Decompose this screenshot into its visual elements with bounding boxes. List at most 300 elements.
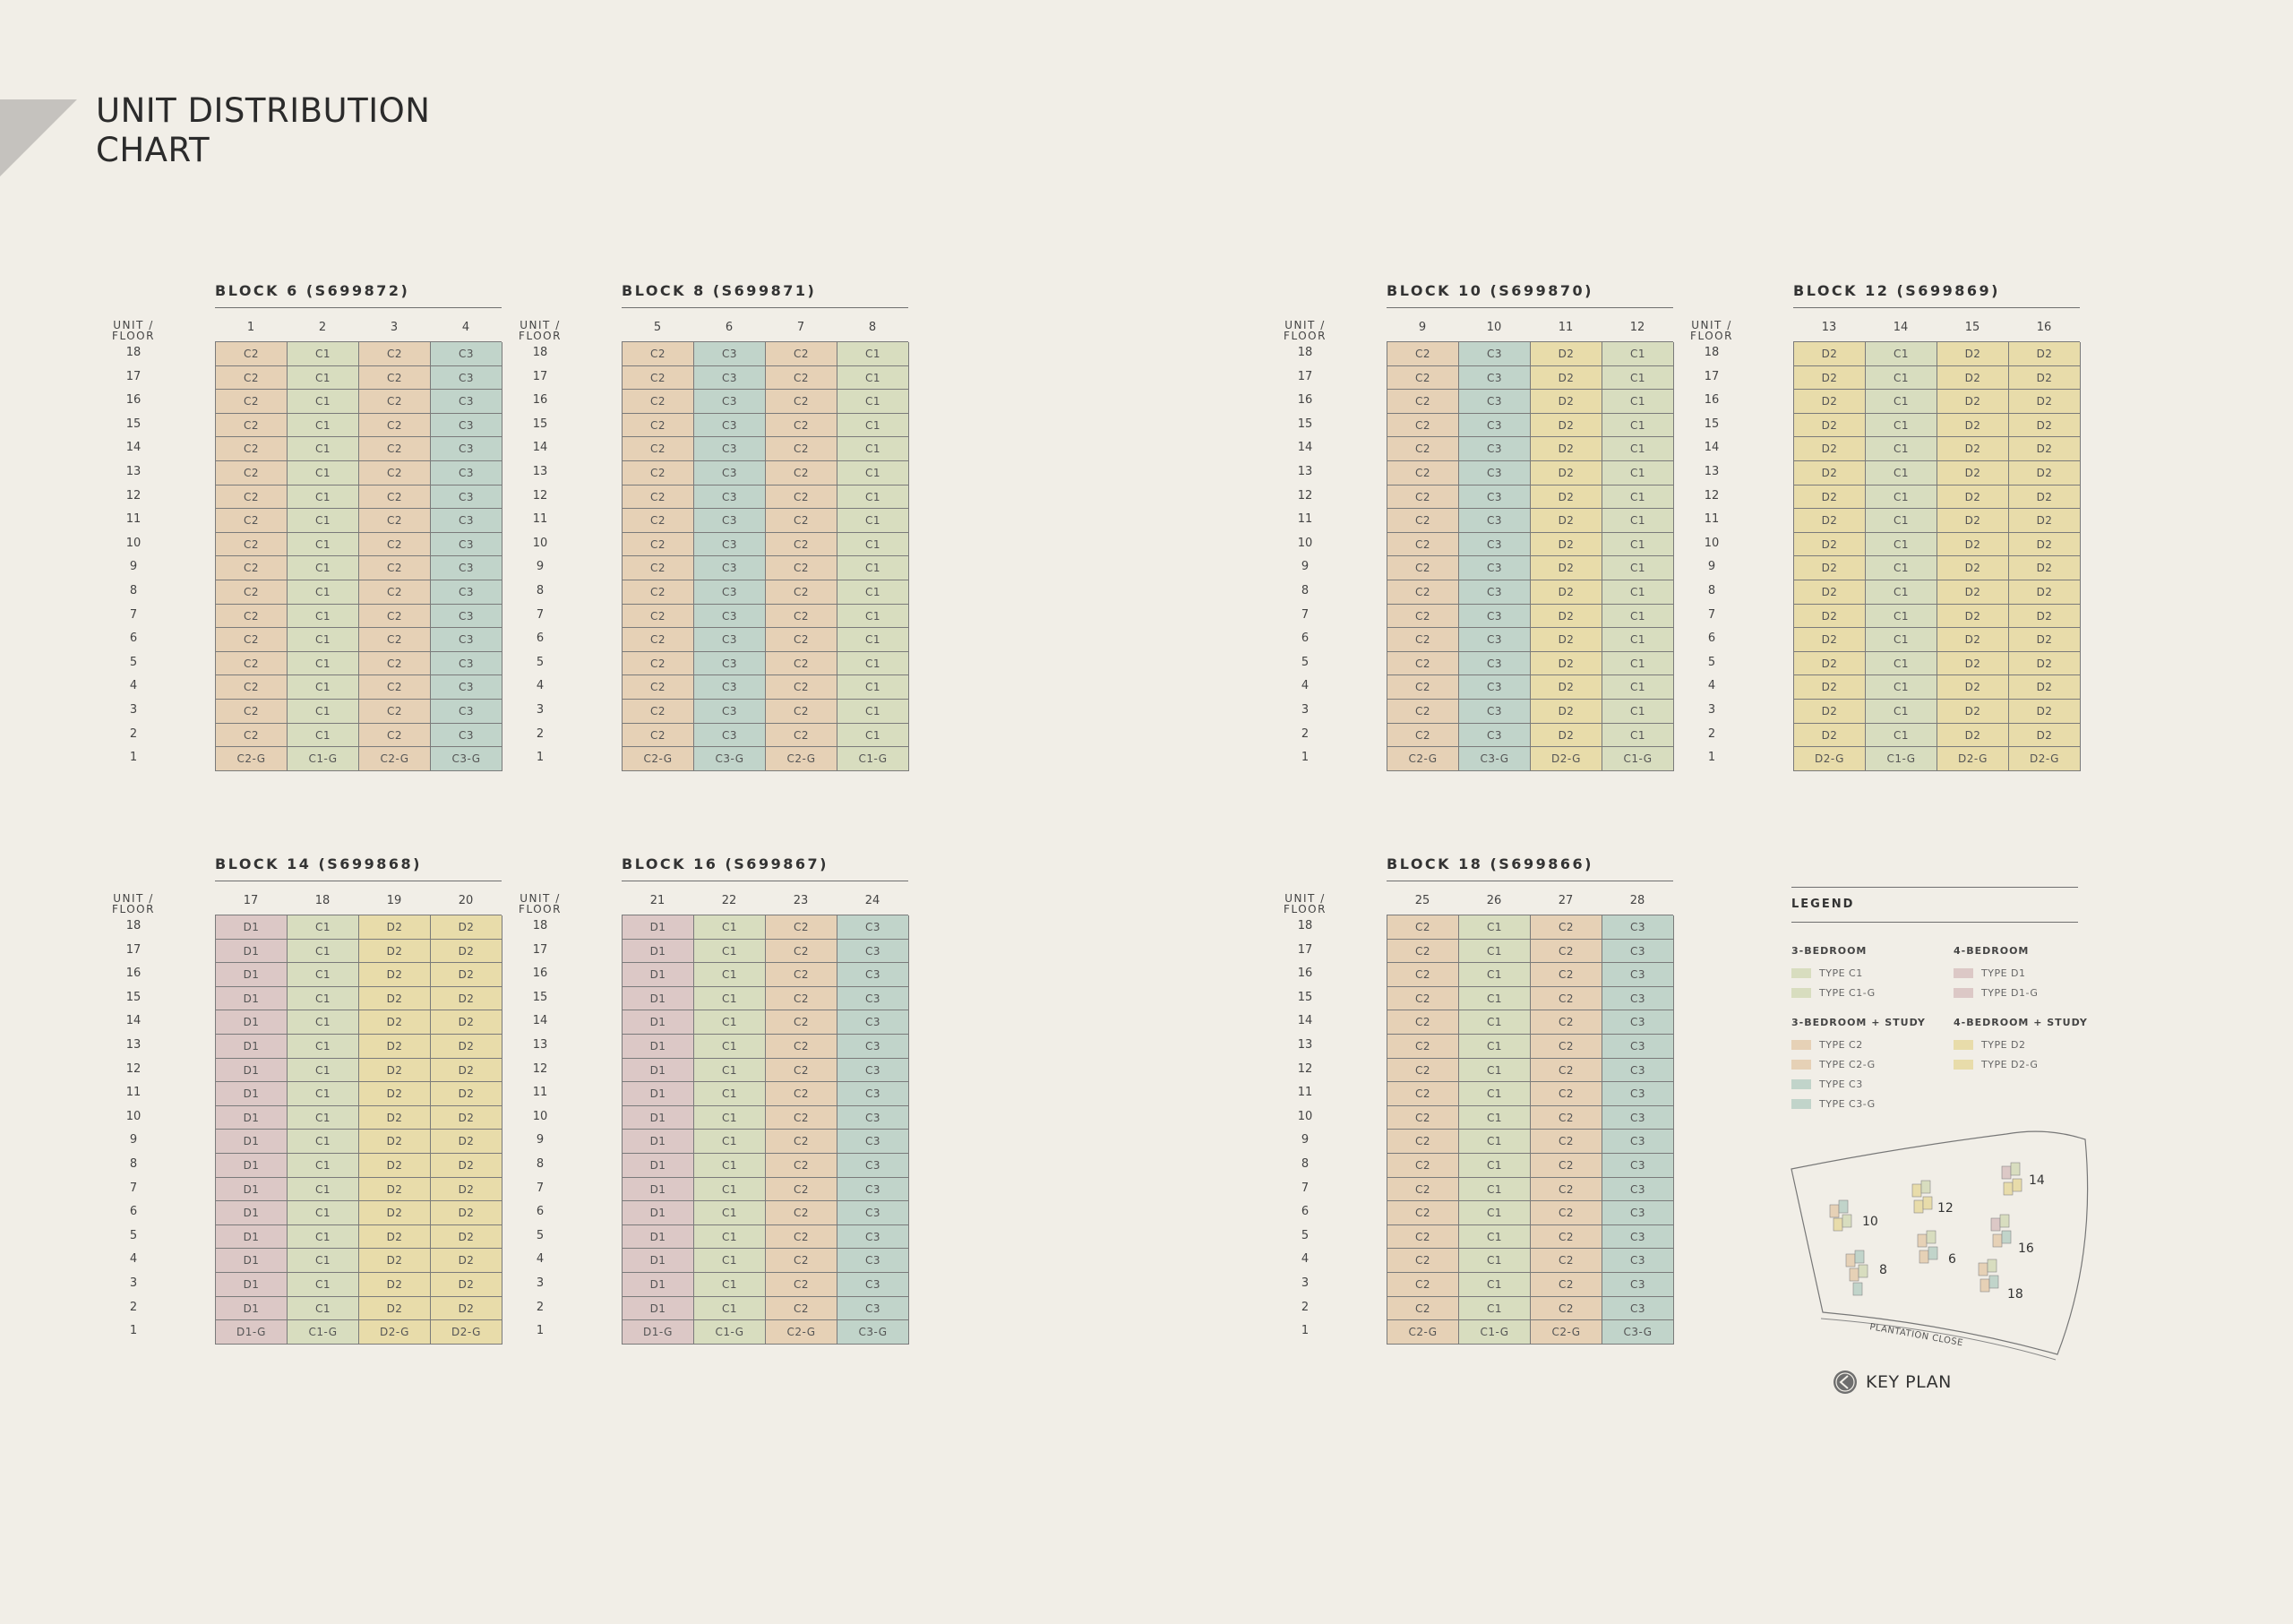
unit-cell: C1	[694, 1106, 766, 1130]
unit-cell: D1	[216, 963, 288, 987]
unit-cell: C1	[1602, 556, 1674, 580]
unit-cell: C2	[623, 580, 694, 605]
unit-cell: C3	[837, 940, 909, 964]
floor-number: 15	[125, 417, 142, 431]
unit-cell: C2	[216, 652, 288, 676]
unit-cell: C1	[288, 940, 359, 964]
legend-item-label: TYPE D2-G	[1981, 1058, 2039, 1070]
unit-cell: D2	[359, 1178, 431, 1202]
unit-number: 5	[653, 321, 662, 334]
unit-cell: C1	[837, 390, 909, 414]
floor-number: 8	[1707, 583, 1716, 597]
unit-cell: C1	[1459, 1249, 1531, 1273]
unit-cell: D2	[359, 1082, 431, 1106]
unit-cell: C3	[431, 700, 502, 724]
page-title	[96, 91, 430, 170]
floor-number: 4	[1301, 1252, 1310, 1267]
unit-cell: C3	[837, 1201, 909, 1225]
unit-cell: D2	[1794, 366, 1866, 391]
unit-cell: C2	[1387, 1035, 1459, 1059]
road-label: PLANTATION CLOSE	[1868, 1322, 1964, 1349]
unit-cell: C1-G	[837, 747, 909, 771]
unit-cell: D2	[1794, 485, 1866, 510]
unit-cell: D1	[623, 1082, 694, 1106]
unit-cell: D2	[431, 1010, 502, 1035]
unit-cell: C1	[1602, 366, 1674, 391]
unit-floor-header	[500, 893, 580, 915]
unit-cell: C2	[1531, 1010, 1602, 1035]
unit-cell: C2	[766, 1297, 837, 1321]
legend-group-title: 3-BEDROOM + STUDY	[1791, 1017, 1926, 1028]
floor-number: 6	[1301, 1205, 1310, 1219]
unit-cell: C1	[288, 1249, 359, 1273]
key-plan-block-12: 12	[1937, 1201, 1954, 1216]
unit-cell: D2	[1531, 461, 1602, 485]
unit-cell: C1	[694, 1010, 766, 1035]
floor-number: 8	[129, 1156, 138, 1171]
floor-number: 4	[536, 1252, 545, 1267]
unit-cell: C1	[1866, 461, 1937, 485]
key-plan-block-14: 14	[2029, 1173, 2045, 1188]
floor-number: 7	[129, 607, 138, 622]
unit-headers	[622, 321, 908, 334]
unit-cell: D1	[216, 1035, 288, 1059]
unit-number: 9	[1418, 321, 1427, 334]
key-plan-label	[1832, 1369, 1952, 1396]
floor-number: 13	[1704, 464, 1720, 478]
legend-item	[1954, 983, 2115, 1002]
legend-item	[1791, 1074, 1953, 1094]
unit-label: UNIT /	[113, 319, 154, 331]
floor-number: 16	[1704, 393, 1720, 408]
unit-number: 25	[1414, 894, 1430, 907]
unit-cell: D2	[359, 940, 431, 964]
unit-cell: C3	[431, 628, 502, 652]
floor-number: 6	[129, 632, 138, 646]
unit-cell: C2	[1387, 1154, 1459, 1178]
unit-cell: C2	[766, 1225, 837, 1250]
unit-cell: C2	[216, 605, 288, 629]
floor-number: 2	[536, 1300, 545, 1314]
unit-cell: D2	[431, 1059, 502, 1083]
unit-cell: C2	[623, 533, 694, 557]
floor-column	[93, 915, 174, 1344]
floor-number: 11	[125, 1086, 142, 1100]
unit-cell: D2	[359, 1059, 431, 1083]
unit-cell: C2	[359, 485, 431, 510]
floor-number: 17	[125, 942, 142, 957]
unit-cell: C3	[431, 652, 502, 676]
unit-cell: C3	[431, 533, 502, 557]
unit-cell: D2	[1531, 580, 1602, 605]
unit-cell: C2	[359, 461, 431, 485]
unit-cell: C1	[1866, 390, 1937, 414]
block-title-rule	[1793, 307, 2080, 308]
unit-cell: D2	[1531, 390, 1602, 414]
unit-cell: D2	[359, 1154, 431, 1178]
unit-cell: C2	[1531, 1178, 1602, 1202]
legend-item-label: TYPE C2-G	[1819, 1058, 1876, 1070]
legend-item-label: TYPE C3-G	[1819, 1097, 1876, 1110]
floor-number: 14	[125, 441, 142, 455]
unit-cell: D1	[623, 1273, 694, 1297]
unit-cell: D2	[1531, 724, 1602, 748]
unit-cell: C3	[694, 485, 766, 510]
unit-cell: C1	[1602, 580, 1674, 605]
floor-number: 9	[1301, 560, 1310, 574]
unit-cell: C1	[288, 1035, 359, 1059]
unit-cell: D2	[1794, 437, 1866, 461]
floor-number: 17	[532, 369, 548, 383]
legend-swatch	[1791, 968, 1811, 978]
unit-cell: C3-G	[1602, 1320, 1674, 1345]
unit-cell: C3	[837, 1154, 909, 1178]
unit-cell: D2-G	[1937, 747, 2009, 771]
floor-number: 16	[1297, 393, 1313, 408]
unit-cell: D2	[359, 1010, 431, 1035]
unit-cell: C3	[1459, 580, 1531, 605]
unit-cell: D2	[2009, 556, 2081, 580]
unit-cell: C3	[1459, 461, 1531, 485]
unit-cell: C2	[766, 1130, 837, 1154]
unit-cell: C2	[1387, 605, 1459, 629]
floor-number: 15	[1297, 990, 1313, 1004]
unit-cell: C2	[1531, 1035, 1602, 1059]
unit-cell: C3	[1602, 1082, 1674, 1106]
unit-cell: D1	[623, 1130, 694, 1154]
legend-item	[1791, 1035, 1953, 1054]
floor-number: 8	[129, 583, 138, 597]
floor-number: 1	[1707, 751, 1716, 765]
unit-number: 10	[1486, 321, 1502, 334]
unit-cell: D2-G	[1531, 747, 1602, 771]
floor-number: 18	[125, 919, 142, 932]
unit-cell: D2	[1794, 628, 1866, 652]
legend-swatch	[1791, 1099, 1811, 1109]
floor-number: 7	[1707, 607, 1716, 622]
unit-cell: D2	[1937, 414, 2009, 438]
unit-cell: D2	[1794, 509, 1866, 533]
unit-number: 24	[864, 894, 880, 907]
floor-number: 5	[1301, 1228, 1310, 1242]
block-8-footprint	[1846, 1250, 1868, 1295]
legend-item-label: TYPE C1-G	[1819, 986, 1876, 999]
unit-cell: D2	[2009, 628, 2081, 652]
unit-cell: C2	[766, 485, 837, 510]
floor-number: 7	[1301, 1181, 1310, 1195]
unit-cell: C1	[1459, 915, 1531, 940]
legend-group-title: 4-BEDROOM + STUDY	[1954, 1017, 2088, 1028]
legend-swatch	[1791, 988, 1811, 998]
unit-cell: D2	[359, 1035, 431, 1059]
floor-number: 9	[536, 1133, 545, 1147]
legend-item	[1791, 983, 1953, 1002]
block-12-footprint	[1912, 1181, 1932, 1213]
unit-cell: C2	[216, 485, 288, 510]
floor-number: 12	[1297, 1061, 1313, 1076]
unit-cell: C3	[431, 485, 502, 510]
unit-cell: C3	[431, 675, 502, 700]
unit-cell: C2	[766, 940, 837, 964]
unit-cell: D2	[1531, 437, 1602, 461]
unit-cell: C1	[288, 700, 359, 724]
floor-number: 6	[1707, 632, 1716, 646]
unit-cell: C1	[694, 1130, 766, 1154]
unit-cell: C2	[623, 605, 694, 629]
unit-cell: C2	[1387, 915, 1459, 940]
key-plan-block-18: 18	[2007, 1287, 2023, 1302]
unit-cell: C3	[1602, 1178, 1674, 1202]
floor-label: FLOOR	[1284, 903, 1327, 915]
unit-number: 13	[1821, 321, 1837, 334]
unit-cell: C2	[359, 700, 431, 724]
key-plan-block-16: 16	[2018, 1242, 2034, 1256]
floor-number: 1	[129, 1324, 138, 1338]
unit-cell: C1	[694, 1201, 766, 1225]
unit-cell: C3	[1602, 1201, 1674, 1225]
unit-number: 21	[649, 894, 666, 907]
unit-cell: C2	[359, 509, 431, 533]
unit-cell: C1	[288, 1297, 359, 1321]
unit-cell: C1	[1459, 1082, 1531, 1106]
unit-cell: D2	[1937, 675, 2009, 700]
unit-cell: C2	[216, 533, 288, 557]
unit-cell: C2	[216, 580, 288, 605]
unit-cell: C2	[1387, 533, 1459, 557]
unit-cell: C1	[288, 724, 359, 748]
legend-swatch	[1954, 988, 1973, 998]
unit-cell: D2	[2009, 605, 2081, 629]
unit-number: 2	[318, 321, 327, 334]
unit-cell: C2-G	[359, 747, 431, 771]
unit-cell: C3	[431, 342, 502, 366]
unit-cell: D2	[1794, 700, 1866, 724]
unit-cell: D2	[431, 1035, 502, 1059]
unit-cell: D1	[623, 1225, 694, 1250]
unit-cell: D2	[431, 915, 502, 940]
unit-cell: C3	[694, 724, 766, 748]
unit-cell: D2	[1531, 675, 1602, 700]
unit-cell: C1	[1602, 390, 1674, 414]
site-boundary	[1791, 1131, 2088, 1354]
unit-cell: C3	[1602, 915, 1674, 940]
unit-cell: C2	[1531, 1059, 1602, 1083]
unit-cell: C1	[288, 580, 359, 605]
unit-cell: C1	[1459, 1130, 1531, 1154]
floor-number: 15	[125, 990, 142, 1004]
unit-cell: D2	[431, 1178, 502, 1202]
unit-number: 18	[314, 894, 331, 907]
unit-cell: C3	[694, 556, 766, 580]
unit-cell: C1	[1866, 485, 1937, 510]
unit-cell: D1	[216, 1010, 288, 1035]
unit-cell: D1	[623, 1106, 694, 1130]
unit-cell: C2	[623, 414, 694, 438]
unit-cell: C2	[623, 675, 694, 700]
unit-cell: D1	[623, 1035, 694, 1059]
unit-cell: D2	[1937, 390, 2009, 414]
unit-cell: C1	[1866, 366, 1937, 391]
unit-cell: C2	[766, 437, 837, 461]
legend-swatch	[1954, 1040, 1973, 1050]
floor-number: 1	[1301, 1324, 1310, 1338]
unit-cell: C2	[623, 652, 694, 676]
unit-cell: C1	[1866, 533, 1937, 557]
unit-cell: D2	[1937, 509, 2009, 533]
unit-cell: C3	[694, 628, 766, 652]
unit-cell: C3-G	[694, 747, 766, 771]
unit-cell: C1	[288, 342, 359, 366]
unit-cell: C3	[1459, 342, 1531, 366]
unit-cell: D2	[431, 1249, 502, 1273]
unit-cell: C1	[837, 366, 909, 391]
unit-cell: C2	[1387, 675, 1459, 700]
unit-cell: C1	[1866, 437, 1937, 461]
unit-cell: C2	[766, 915, 837, 940]
unit-cell: C2	[1387, 485, 1459, 510]
unit-cell: C3	[694, 509, 766, 533]
unit-cell: D1-G	[216, 1320, 288, 1345]
unit-cell: C1	[288, 390, 359, 414]
floor-label: FLOOR	[112, 330, 155, 342]
floor-number: 4	[536, 679, 545, 693]
unit-cell: C2	[359, 390, 431, 414]
floor-number: 3	[536, 702, 545, 717]
floor-number: 1	[536, 1324, 545, 1338]
unit-cell: D2	[1937, 700, 2009, 724]
unit-cell: C1	[694, 1082, 766, 1106]
unit-cell: C2	[1387, 461, 1459, 485]
floor-number: 18	[125, 346, 142, 359]
unit-number: 27	[1558, 894, 1574, 907]
unit-cell: C2	[216, 342, 288, 366]
unit-cell: C1	[837, 533, 909, 557]
unit-cell: D1	[216, 1106, 288, 1130]
unit-cell: C2	[1531, 1082, 1602, 1106]
unit-cell: D2	[1531, 628, 1602, 652]
unit-cell: C2	[766, 605, 837, 629]
unit-cell: C2	[1531, 1201, 1602, 1225]
block-title: BLOCK 16 (S699867)	[622, 855, 829, 872]
unit-cell: C3	[837, 1130, 909, 1154]
floor-number: 10	[125, 1109, 142, 1123]
unit-cell: C2	[766, 390, 837, 414]
unit-cell: C1	[1866, 342, 1937, 366]
unit-cell: C3	[694, 390, 766, 414]
unit-cell: C1	[1866, 628, 1937, 652]
floor-number: 2	[1301, 726, 1310, 741]
unit-cell: D2	[431, 1297, 502, 1321]
unit-cell: C3	[1602, 1106, 1674, 1130]
unit-cell: D2	[2009, 390, 2081, 414]
unit-cell: D2	[431, 1273, 502, 1297]
unit-cell: D2	[1937, 533, 2009, 557]
unit-cell: C2	[766, 987, 837, 1011]
unit-number: 3	[390, 321, 399, 334]
unit-cell: C2	[1531, 1249, 1602, 1273]
unit-cell: C3	[1459, 652, 1531, 676]
floor-number: 12	[125, 488, 142, 503]
unit-floor-header	[1265, 320, 1345, 341]
unit-cell: D2	[2009, 485, 2081, 510]
unit-cell: C2	[766, 533, 837, 557]
floor-number: 2	[1707, 726, 1716, 741]
unit-cell: C1	[1459, 1035, 1531, 1059]
unit-cell: D1	[623, 987, 694, 1011]
floor-number: 17	[125, 369, 142, 383]
unit-number: 14	[1893, 321, 1909, 334]
unit-cell: D1	[216, 1059, 288, 1083]
unit-grid	[215, 915, 502, 1345]
unit-floor-header	[93, 320, 174, 341]
floor-number: 1	[536, 751, 545, 765]
unit-cell: C2	[1387, 700, 1459, 724]
unit-cell: C2	[766, 652, 837, 676]
unit-cell: C3	[1459, 605, 1531, 629]
floor-number: 11	[1297, 512, 1313, 527]
unit-cell: D1	[623, 1178, 694, 1202]
floor-number: 14	[1297, 441, 1313, 455]
unit-cell: C1	[1602, 533, 1674, 557]
unit-grid	[1793, 341, 2080, 771]
unit-cell: D1	[216, 1249, 288, 1273]
unit-cell: C3	[431, 556, 502, 580]
block-title: BLOCK 14 (S699868)	[215, 855, 422, 872]
unit-cell: C3-G	[431, 747, 502, 771]
unit-cell: C1	[288, 533, 359, 557]
unit-cell: C3	[694, 533, 766, 557]
unit-cell: C3	[1459, 414, 1531, 438]
unit-cell: C1	[694, 1154, 766, 1178]
unit-cell: C2	[1387, 437, 1459, 461]
unit-cell: D1	[216, 1201, 288, 1225]
unit-cell: C2	[1531, 987, 1602, 1011]
unit-cell: C1	[1602, 605, 1674, 629]
floor-number: 7	[536, 607, 545, 622]
floor-number: 17	[1297, 942, 1313, 957]
unit-number: 22	[721, 894, 737, 907]
unit-cell: D1	[216, 915, 288, 940]
block-title: BLOCK 18 (S699866)	[1387, 855, 1593, 872]
unit-cell: D2	[359, 987, 431, 1011]
floor-number: 1	[1301, 751, 1310, 765]
unit-number: 1	[246, 321, 255, 334]
legend-swatch	[1791, 1060, 1811, 1070]
unit-cell: C1	[1602, 652, 1674, 676]
unit-cell: C3	[1602, 987, 1674, 1011]
unit-cell: C1	[1602, 675, 1674, 700]
unit-cell: C1	[288, 1130, 359, 1154]
unit-cell: C2	[766, 366, 837, 391]
floor-number: 12	[532, 488, 548, 503]
floor-number: 17	[532, 942, 548, 957]
unit-headers	[215, 321, 502, 334]
unit-cell: C3-G	[1459, 747, 1531, 771]
unit-cell: C3	[1602, 1225, 1674, 1250]
floor-number: 5	[536, 1228, 545, 1242]
unit-cell: C2	[1531, 1154, 1602, 1178]
unit-cell: D2	[1937, 461, 2009, 485]
unit-cell: C1	[1459, 1201, 1531, 1225]
unit-grid	[1387, 341, 1673, 771]
unit-cell: C3	[1602, 1154, 1674, 1178]
unit-cell: D2	[2009, 437, 2081, 461]
floor-number: 7	[536, 1181, 545, 1195]
unit-cell: C2	[216, 461, 288, 485]
unit-cell: D2	[1937, 342, 2009, 366]
unit-number: 17	[243, 894, 259, 907]
unit-cell: C1	[288, 1106, 359, 1130]
